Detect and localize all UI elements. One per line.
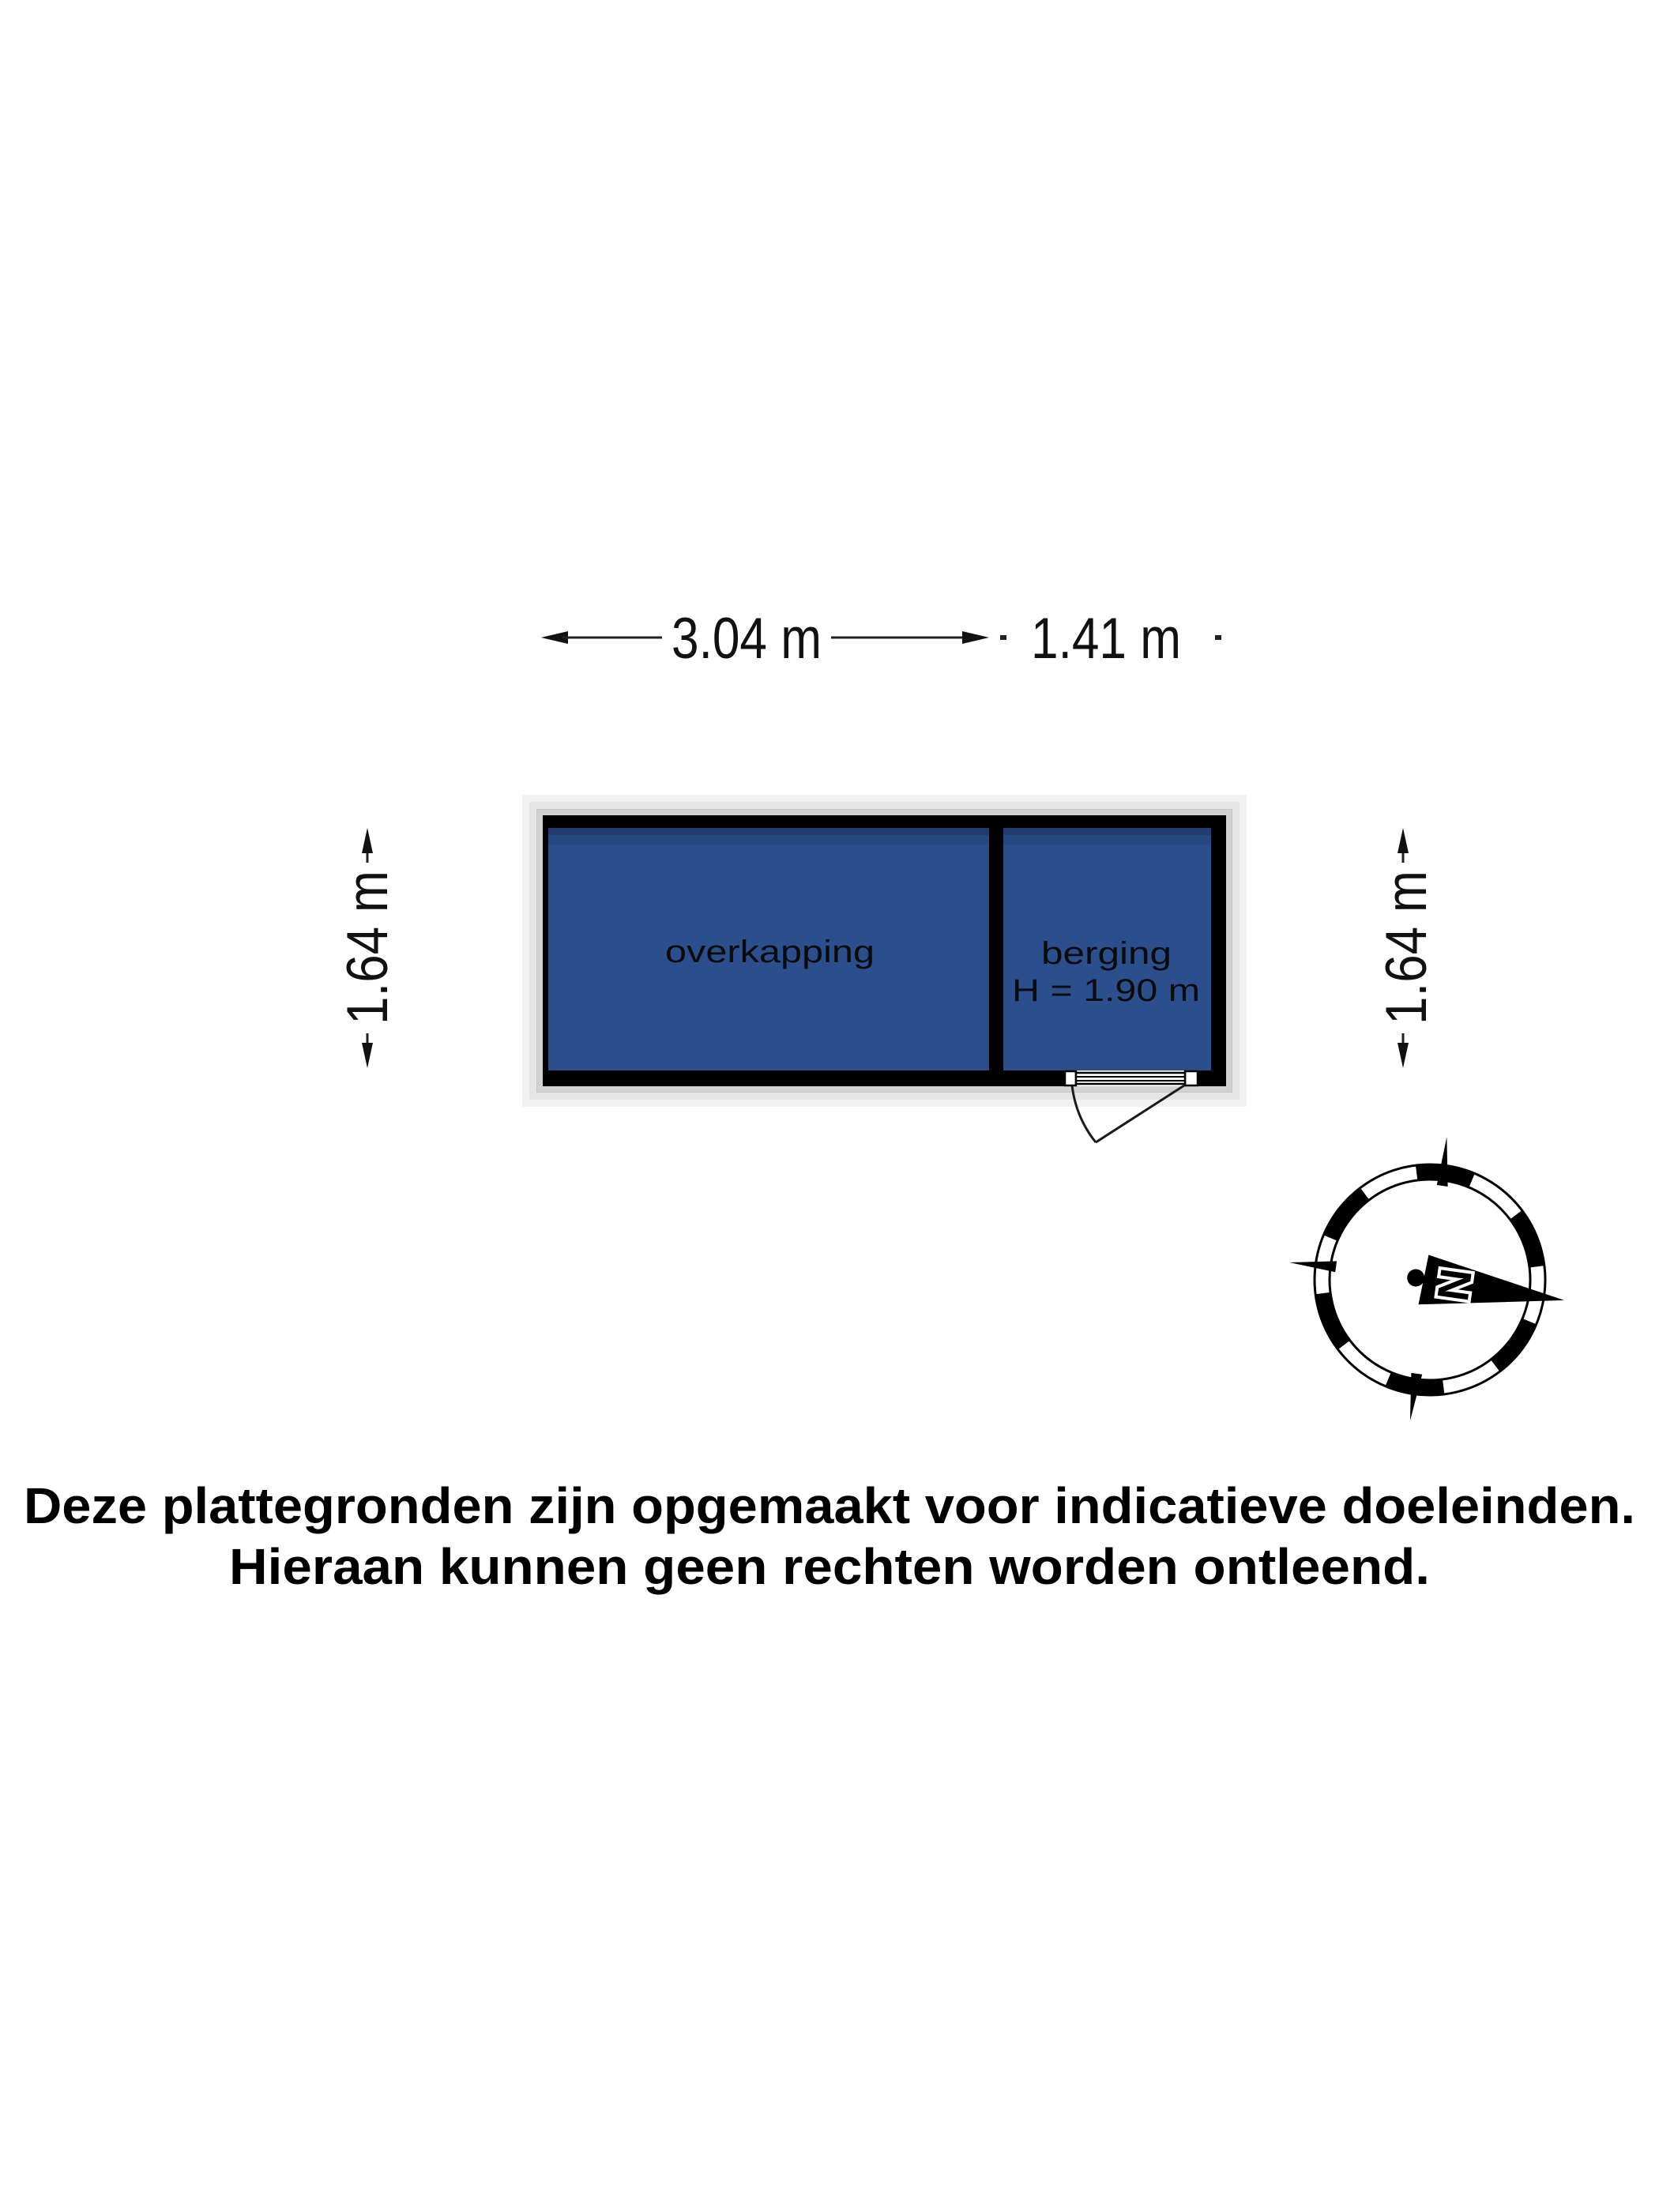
arrow-down-icon: [362, 1043, 373, 1068]
dimension-label-width-berging: 1.41 m: [1031, 607, 1181, 671]
dimension-label-width-overkapping: 3.04 m: [672, 607, 822, 671]
dimension-label-height-right: 1.64 m: [1375, 848, 1439, 1025]
disclaimer-line-1: Deze plattegronden zijn opgemaakt voor indicatieve doeleinden.: [24, 1477, 1635, 1534]
arrow-up-icon: [1398, 828, 1409, 853]
arrow-right-icon: [962, 631, 989, 644]
arrow-down-icon: [1398, 1043, 1409, 1068]
room-label-overkapping: overkapping: [665, 935, 875, 969]
dimension-top: [541, 607, 1221, 671]
arrow-up-icon: [362, 828, 373, 853]
dimension-tick: [1000, 635, 1006, 640]
dimension-left: [336, 828, 400, 1068]
door-leaf-closed: [1076, 1073, 1185, 1084]
floor-plan: [526, 799, 1243, 1142]
dimension-tick: [1215, 635, 1221, 640]
compass-north-label: N: [1428, 1266, 1482, 1304]
room-shading: [1003, 828, 1211, 835]
room-shading: [548, 835, 989, 845]
door-post-left: [1065, 1071, 1076, 1085]
disclaimer-line-2: Hieraan kunnen geen rechten worden ontleend.: [229, 1538, 1430, 1595]
room-shading: [548, 828, 989, 835]
dimension-label-height-left: 1.64 m: [336, 848, 400, 1025]
room-label-berging: berging: [1041, 936, 1172, 971]
disclaimer: [24, 1477, 1635, 1595]
dimension-right: [1375, 828, 1439, 1068]
door-post-right: [1185, 1071, 1198, 1085]
room-shading: [1003, 835, 1211, 845]
compass-spike-west: [1289, 1255, 1337, 1272]
compass: [1270, 1118, 1585, 1439]
room-height-label-berging: H = 1.90 m: [1012, 973, 1200, 1008]
